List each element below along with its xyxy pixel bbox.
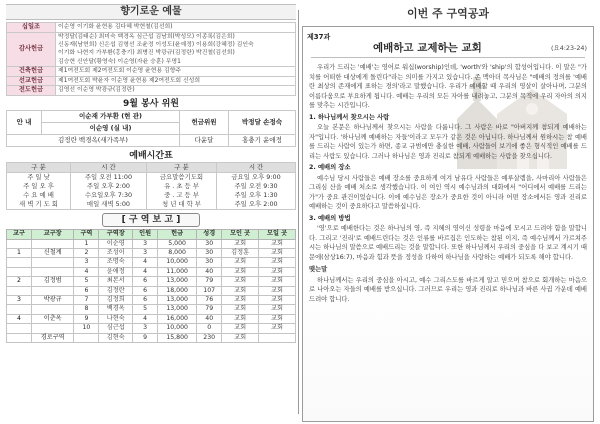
table-row [7, 239, 296, 248]
lesson-paragraph: 예수님 당시 사람들은 예배 장소를 중요하게 여겨 남유다 사람들은 예루살렘을, 사마리아 사람들은 그리심 산을 예배 처소로 생각했습니다. 이 여인 역시 예수님과의 대화에서 "어디에서 예배를 드리는가"가 중요 관건이었습니다. 이에 예수님은 장소가 중요한 것이 아니라 어떤 장소에서든 영과 진리로 예배하는 것이 중요하다고 말씀하십니다. [309, 174, 587, 210]
offering-names: 이순영 이기화 윤현용 김다혜 박현철(김선희) [56, 23, 296, 33]
report-cell-leader: 김현숙 [99, 333, 133, 342]
report-cell-parish [7, 305, 32, 314]
report-cell-chief: 박광규 [31, 296, 74, 305]
schedule-cell: 수 요 예 배 [7, 191, 71, 200]
table-row [7, 249, 296, 258]
report-cell-met: 교회 [222, 277, 259, 286]
lesson-header: 이번 주 구역공과 [406, 7, 490, 20]
right-column [302, 4, 594, 420]
report-cell-meet: 교회 [259, 249, 296, 258]
report-cell-amount: 18,000 [158, 286, 197, 295]
offering-category: 전도헌금 [7, 86, 56, 96]
table-row [7, 296, 296, 305]
report-title: [ 구 역 보 고 ] [102, 213, 200, 227]
report-cell-met: 김정훈 [222, 249, 259, 258]
title-rule [311, 57, 585, 58]
report-cell-met: 교회 [222, 267, 259, 276]
schedule-cell: 금요일 오후 9:00 [217, 172, 296, 182]
offerings-banner: 향기로운 예물 [6, 4, 296, 20]
report-cell-leader: 윤애정 [99, 267, 133, 276]
lesson-heading: 맺는말 [309, 266, 328, 273]
service-table [6, 110, 296, 147]
lesson-heading: 2. 예배의 장소 [309, 164, 351, 171]
report-cell-no: 7 [74, 296, 99, 305]
report-cell-amount: 13,000 [158, 305, 197, 314]
schedule-cell: 중 . 고 등 부 [146, 191, 216, 200]
report-cell-bible: 40 [197, 267, 222, 276]
report-cell-parish [7, 333, 32, 342]
report-header: 모일 곳 [259, 229, 296, 239]
report-cell-parish: 4 [7, 314, 32, 323]
report-cell-parish: 1 [7, 249, 32, 258]
report-cell-parish [7, 267, 32, 276]
report-cell-chief: 김정범 [31, 277, 74, 286]
schedule-header: 구 분 [7, 162, 71, 172]
report-cell-no [74, 333, 99, 342]
report-cell-meet: 교회 [259, 305, 296, 314]
lesson-paragraph: 우리가 드리는 '예배'는 영어로 워십(worship)인데, 'worth'와 'ship'의 합성어입니다. 이 말은 "가치를 어떠한 대상에게 돌린다"라는 의미를 가지고 있습니다. 존 맥아더 목사님은 "예배의 정의를 '예배란 최상의 존재에게 표하는 경의'라고 말했습니다. 우리가 예배할 때 우리의 영살이 살아나며, 그분의 이름다움으로 부요하게 됩니다. 예배는 우리의 모든 자아를 내려놓고, 그분의 목적에 우리 자아의 의지를 맞추는 시간입니다. [309, 64, 587, 109]
report-cell-leader: 백경옥 [99, 305, 133, 314]
report-cell-parish [7, 239, 32, 248]
schedule-cell: 주일 오후 1:30 [217, 191, 296, 200]
lesson-paragraph: 오늘 본문은 하나님께서 찾으시는 사람을 다룹니다. 그 사람은 바로 "아버지께 참되게 예배하는 자"입니다. '하나님께 예배하는 자들'이라고 모두가 같은 것은 아닙니다. 하나님께서 원하시는 참 예배를 드리는 사람이 있는가 하면, 종교 규범에만 충실한 예배, 사람들이 보기에 좋은 형식적인 예배를 드리는 사람도 있습니다. 그러나 하나님은 영과 진리로 참되게 예배하는 사람을 찾으십니다. [309, 124, 587, 160]
report-cell-people: 4 [133, 267, 158, 276]
report-cell-people: 4 [133, 258, 158, 267]
report-cell-met: 교회 [222, 239, 259, 248]
report-cell-met: 교회 [222, 258, 259, 267]
lesson-heading: 1. 하나님께서 찾으시는 사람 [309, 113, 390, 121]
report-header: 교구 [7, 229, 32, 239]
offering-row [7, 67, 296, 77]
table-row [7, 286, 296, 295]
report-cell-no: 8 [74, 305, 99, 314]
report-cell-chief: 신철계 [31, 249, 74, 258]
report-cell-chief [31, 305, 74, 314]
offering-row [7, 32, 296, 67]
schedule-header: 구 분 [146, 162, 216, 172]
table-row [7, 267, 296, 276]
report-cell-parish: 2 [7, 277, 32, 286]
report-cell-meet: 교회 [259, 239, 296, 248]
report-cell-bible: 40 [197, 314, 222, 323]
offering-row [7, 23, 296, 33]
report-header: 구역 [74, 229, 99, 239]
report-cell-people: 5 [133, 305, 158, 314]
table-row [7, 305, 296, 314]
offering-category: 선교헌금 [7, 76, 56, 86]
report-cell-bible: 30 [197, 249, 222, 258]
report-cell-meet: 교회 [259, 324, 296, 333]
report-cell-bible: 30 [197, 258, 222, 267]
schedule-cell: 주 일 오 후 [7, 182, 71, 191]
report-cell-amount: 10,000 [158, 324, 197, 333]
report-cell-chief [31, 324, 74, 333]
report-cell-amount: 8,000 [158, 249, 197, 258]
report-cell-bible: 107 [197, 286, 222, 295]
report-cell-bible: 76 [197, 296, 222, 305]
report-cell-no: 9 [74, 314, 99, 323]
offering-category: 감사헌금 [7, 32, 56, 67]
schedule-header: 시 간 [70, 162, 146, 172]
schedule-cell: 청 년 대 학 부 [146, 200, 216, 210]
report-cell-meet: 교회 [259, 267, 296, 276]
report-cell-bible: 79 [197, 277, 222, 286]
report-cell-meet [259, 333, 296, 342]
report-cell-met: 교회 [222, 333, 259, 342]
counting-names: 다윤달 [180, 134, 229, 146]
usher-next: 김정란 백경옥(새가족부) [7, 134, 180, 146]
report-cell-people: 9 [133, 333, 158, 342]
service-title: 9월 봉사 위원 [123, 98, 179, 109]
schedule-cell: 새 벽 기 도 회 [7, 200, 71, 210]
report-cell-leader: 심근섭 [99, 324, 133, 333]
offering-names: 제1여전도회 박윤자 이순영 윤현용 제2여전도회 신성희 [56, 76, 296, 86]
usher-now-label: 이순재 가부환 (현 관) [42, 110, 180, 122]
report-cell-parish [7, 324, 32, 333]
lesson-paragraph: '영'으로 예배한다는 것은 하나님의 영, 즉 지혜의 영이신 성령을 마음에 모시고 드려야 함을 말합니다. 그리고 '진리'로 예배드린다는 것은 인류를 바르집은 인도하는 참된 이지, 즉 예수님께서 가르쳐주시는 하나님의 말씀으로 예배드리는 것을 말합니다. 또한 하나님께서 우리의 중심을 다 보고 계시기 때문에(삼상16:7), 마음과 힘과 뜻을 정성을 다하여 하나님을 사랑하는 예배가 되도록 해야 합니다. [309, 225, 587, 261]
report-cell-amount: 11,000 [158, 267, 197, 276]
report-header: 성경 [197, 229, 222, 239]
report-cell-bible: 230 [197, 333, 222, 342]
schedule-cell: 주일 오후 2:00 [217, 200, 296, 210]
schedule-row [7, 200, 296, 210]
report-cell-amount: 5,000 [158, 239, 197, 248]
scripture-ref: (요4:23-24) [551, 44, 587, 52]
bulletin-label: 박정달 손정숙 [229, 110, 296, 134]
report-cell-amount: 13,000 [158, 296, 197, 305]
report-cell-no: 1 [74, 239, 99, 248]
report-cell-amount: 10,000 [158, 258, 197, 267]
schedule-table [6, 162, 296, 210]
schedule-cell: 주 일 낮 [7, 172, 71, 182]
offering-category: 건축헌금 [7, 67, 56, 77]
schedule-row [7, 182, 296, 191]
report-cell-amount: 15,800 [158, 333, 197, 342]
report-cell-people: 4 [133, 314, 158, 323]
schedule-cell: 수요일오후 7:30 [70, 191, 146, 200]
report-cell-leader: 조명숙 [99, 258, 133, 267]
usher-now-names: 이순영 (실 내) [42, 122, 180, 134]
report-cell-leader: 조성이 [99, 249, 133, 258]
schedule-cell: 매일 새벽 5:00 [70, 200, 146, 210]
schedule-row [7, 191, 296, 200]
report-cell-chief [31, 267, 74, 276]
report-header: 모인 곳 [222, 229, 259, 239]
schedule-cell: 주일 오전 9:30 [217, 182, 296, 191]
schedule-row [7, 172, 296, 182]
offering-names: 김영선 이순영 박광규(김정란) [56, 86, 296, 96]
report-header: 인원 [133, 229, 158, 239]
lesson-number: 제37과 [307, 33, 331, 41]
schedule-cell: 주일 오전 11:00 [70, 172, 146, 182]
report-cell-parish: 3 [7, 296, 32, 305]
report-cell-leader: 김정희 [99, 296, 133, 305]
report-cell-parish [7, 258, 32, 267]
report-cell-meet: 교회 [259, 286, 296, 295]
report-cell-people: 3 [133, 249, 158, 258]
table-row [7, 258, 296, 267]
report-cell-parish [7, 286, 32, 295]
report-cell-leader: 최본서 [99, 277, 133, 286]
usher-label: 안 내 [7, 110, 42, 134]
report-header: 교구장 [31, 229, 74, 239]
offering-row [7, 86, 296, 96]
offering-names: 박정달(김태순) 최미숙 백경옥 심근섭 김남희(박성모) 이종록(김은희) 신동재(남현희) 신은섭 김형선 조윤정 이성도(윤예정) 이용희(강혜정) 김인숙 이기화 나현지 가부환(홍충기) 최병진 박광규(김정란) 박진철(김선희) 김승현 신안달(황영숙) 이순영(자윤 승훈) 무명1 [56, 32, 296, 67]
report-cell-no: 4 [74, 267, 99, 276]
left-column [6, 4, 296, 420]
report-cell-leader: 나현숙 [99, 314, 133, 323]
report-cell-meet: 교회 [259, 258, 296, 267]
report-cell-people: 3 [133, 324, 158, 333]
report-cell-bible: 0 [197, 324, 222, 333]
lesson-box [302, 26, 594, 422]
offering-category: 십일조 [7, 23, 56, 33]
report-cell-people: 6 [133, 296, 158, 305]
table-row [7, 333, 296, 342]
offerings-table [6, 22, 296, 96]
report-cell-chief: 이춘옥 [31, 314, 74, 323]
report-cell-leader: 김정란 [99, 286, 133, 295]
lesson-heading: 3. 예배의 방법 [309, 214, 351, 222]
report-cell-chief [31, 239, 74, 248]
counting-label: 헌금위원 [180, 110, 229, 134]
schedule-cell: 유 . 초 등 부 [146, 182, 216, 191]
report-cell-met: 교회 [222, 296, 259, 305]
offering-names: 제1여전도회 제2여전도회 이순영 윤현용 김향주 [56, 67, 296, 77]
lesson-title: 예배하고 교제하는 교회 [373, 42, 482, 54]
report-header: 구역장 [99, 229, 133, 239]
report-cell-bible: 79 [197, 305, 222, 314]
lesson-body [309, 63, 587, 305]
report-cell-meet: 교회 [259, 296, 296, 305]
report-cell-no: 2 [74, 249, 99, 258]
report-cell-people: 6 [133, 277, 158, 286]
report-cell-chief: 경로구역 [31, 333, 74, 342]
report-cell-no: 6 [74, 286, 99, 295]
schedule-cell: 주일 오후 2:00 [70, 182, 146, 191]
report-cell-people: 6 [133, 286, 158, 295]
table-row [7, 324, 296, 333]
table-row [7, 277, 296, 286]
schedule-title: 예배시간표 [129, 150, 173, 161]
offering-row [7, 76, 296, 86]
lesson-paragraph: 하나님께서는 우리의 중심을 아시고, 예수 그리스도를 바르게 알고 믿으며 참으로 회개하는 마음으로 나아오는 자들의 예배를 받으십니다. 그러므로 우리는 영과 진리로 하나님과 바른 사귐 가운데 예배드려야 합니다. [309, 276, 587, 303]
report-cell-met: 교회 [222, 314, 259, 323]
report-cell-leader: 이순영 [99, 239, 133, 248]
report-cell-chief [31, 258, 74, 267]
report-header: 헌금 [158, 229, 197, 239]
report-cell-amount: 13,000 [158, 277, 197, 286]
bulletin-names: 홍충기 윤애정 [229, 134, 296, 146]
report-cell-people: 3 [133, 239, 158, 248]
report-cell-no: 3 [74, 258, 99, 267]
report-cell-met: 교회 [222, 324, 259, 333]
schedule-header: 시 간 [217, 162, 296, 172]
table-row [7, 314, 296, 323]
report-cell-no: 5 [74, 277, 99, 286]
report-cell-met: 교회 [222, 305, 259, 314]
report-cell-bible: 30 [197, 239, 222, 248]
report-cell-no: 10 [74, 324, 99, 333]
schedule-cell: 금요말씀기도회 [146, 172, 216, 182]
report-table [6, 229, 296, 343]
report-cell-amount: 16,000 [158, 314, 197, 323]
column-divider [298, 10, 299, 414]
report-cell-meet: 교회 [259, 314, 296, 323]
report-cell-met: 교회 [222, 286, 259, 295]
report-cell-chief [31, 286, 74, 295]
report-cell-meet: 교회 [259, 277, 296, 286]
